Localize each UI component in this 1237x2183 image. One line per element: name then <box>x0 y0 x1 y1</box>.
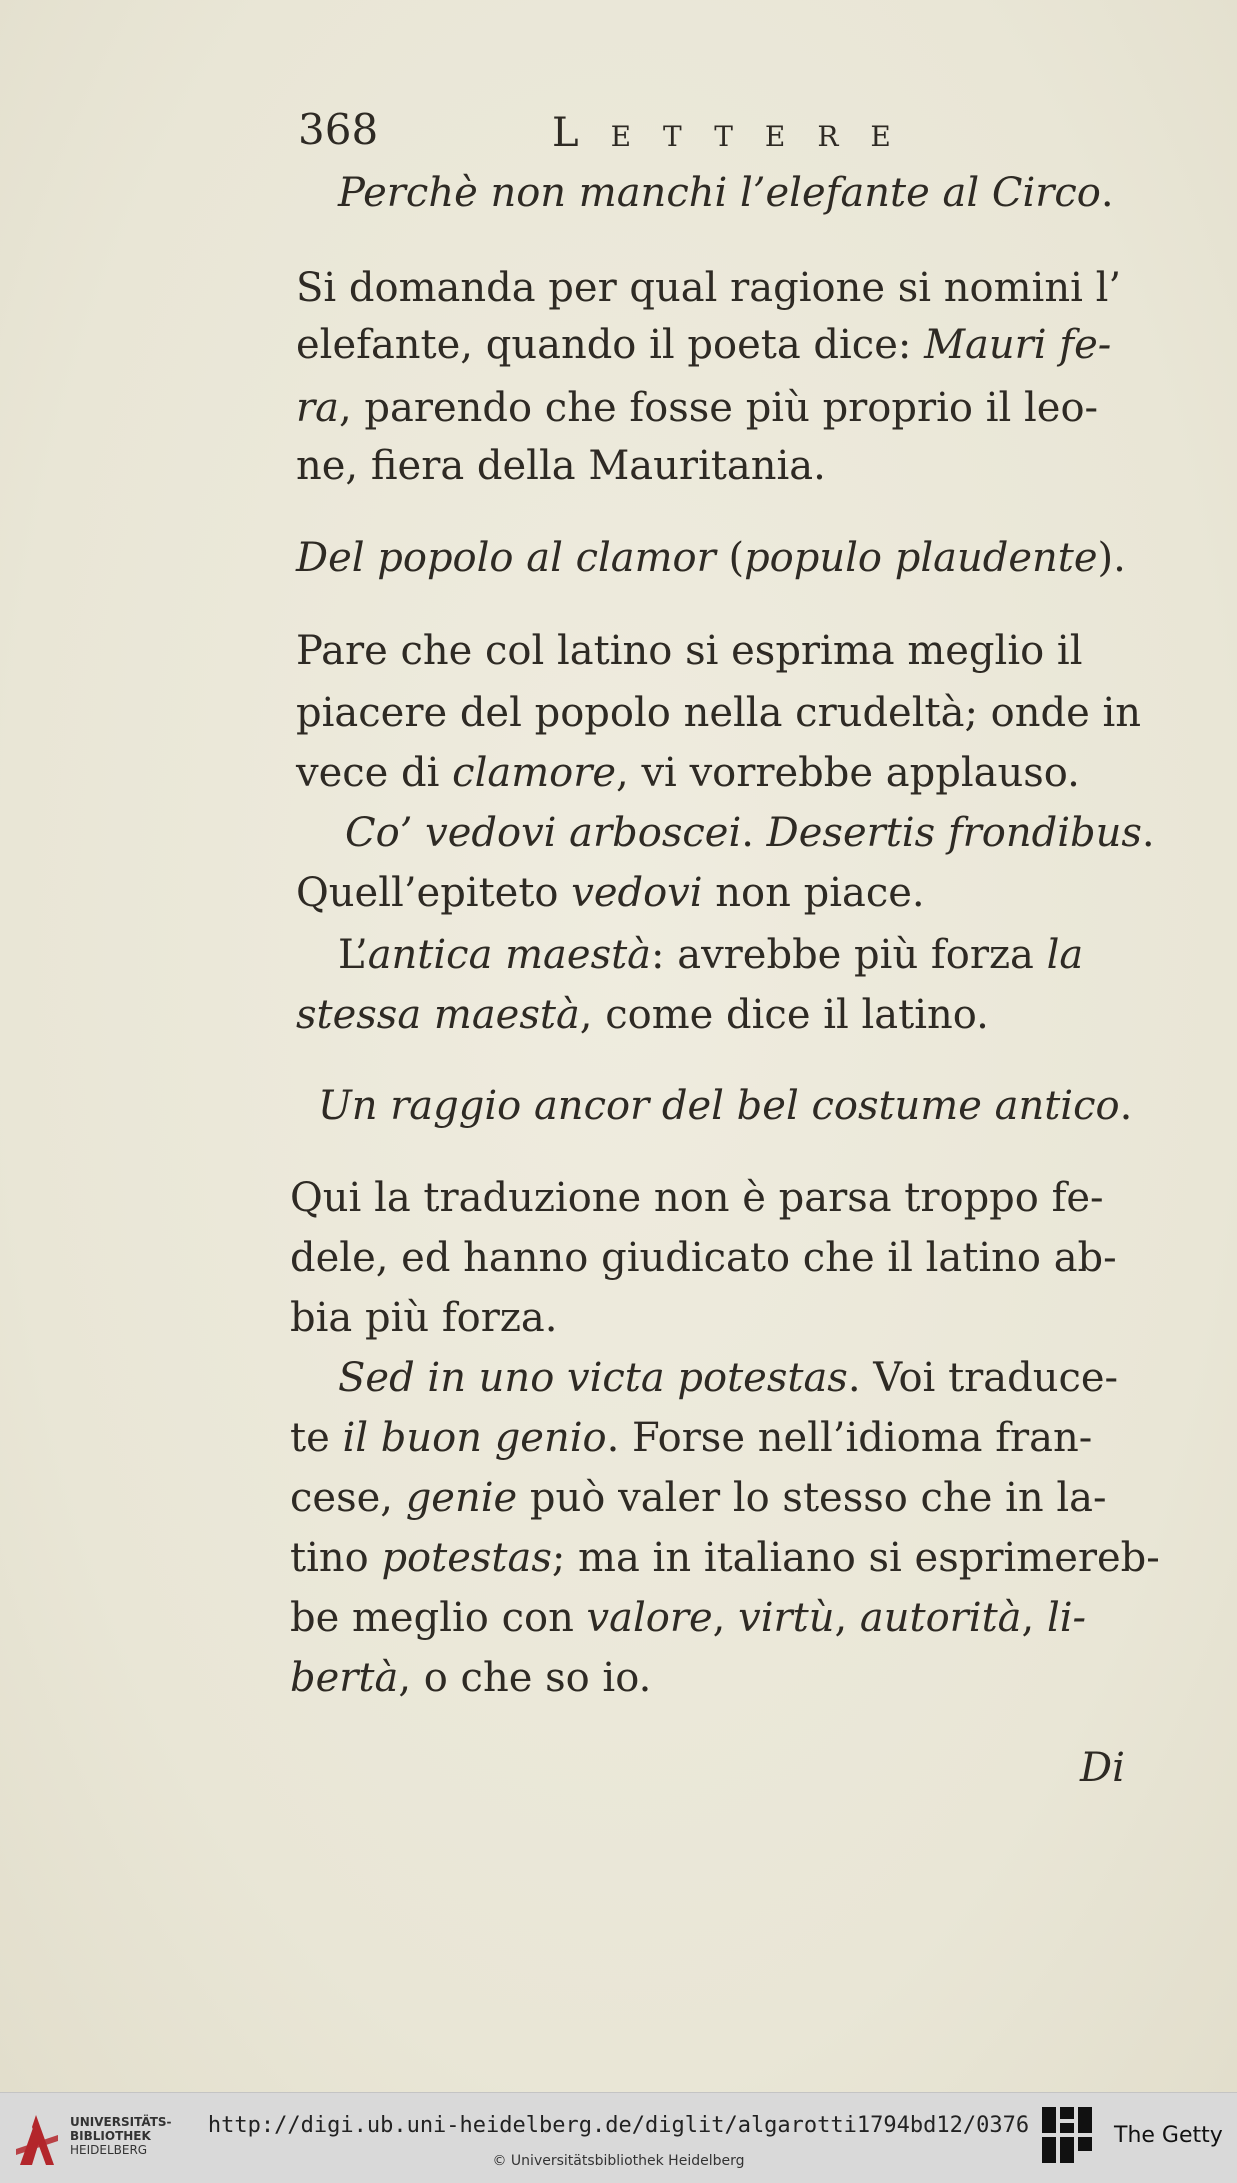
roman-span: . <box>1141 810 1155 856</box>
italic-span: Mauri fe- <box>924 322 1112 368</box>
roman-span: . <box>741 810 767 856</box>
roman-span: , <box>712 1595 739 1641</box>
roman-span: Qui la traduzione non è parsa troppo fe- <box>290 1175 1104 1221</box>
italic-span: valore <box>586 1595 713 1641</box>
italic-span: vedovi <box>571 870 703 916</box>
roman-span: ne, fiera della Mauritania. <box>296 443 826 489</box>
text-line <box>296 690 1142 736</box>
text-line <box>290 1595 1087 1641</box>
roman-span: Pare che col latino si esprima meglio il <box>296 628 1083 674</box>
italic-span: autorità <box>859 1595 1022 1641</box>
italic-span: potestas <box>381 1535 552 1581</box>
text-line <box>345 810 1155 856</box>
university-name-line: HEIDELBERG <box>70 2143 148 2157</box>
italic-span: Sed in uno victa potestas <box>338 1355 848 1401</box>
text-line <box>296 385 1099 431</box>
roman-span: piacere del popolo nella crudeltà; onde in <box>296 690 1142 736</box>
text-line <box>296 870 925 916</box>
roman-span: . Voi traduce- <box>847 1355 1119 1401</box>
roman-span: non piace. <box>702 870 925 916</box>
italic-span: virtù <box>738 1595 835 1641</box>
catchword: Di <box>1080 1745 1125 1791</box>
roman-span: . Forse nell’idioma fran- <box>606 1415 1093 1461</box>
italic-span: il buon genio <box>342 1415 607 1461</box>
italic-span: populo plaudente <box>744 535 1098 581</box>
text-line <box>290 1175 1104 1221</box>
running-title: Lettere <box>552 110 923 156</box>
text-line <box>296 443 826 489</box>
university-name-line: UNIVERSITÄTS- <box>70 2115 172 2129</box>
text-line <box>338 170 1114 216</box>
roman-span: , vi vorrebbe applauso. <box>616 750 1080 796</box>
text-line <box>290 1295 558 1341</box>
roman-span: dele, ed hanno giudicato che il latino ab- <box>290 1235 1117 1281</box>
text-line <box>338 1355 1119 1401</box>
roman-span: elefante, quando il poeta dice: <box>296 322 925 368</box>
italic-span: genie <box>405 1475 518 1521</box>
roman-span: be meglio con <box>290 1595 587 1641</box>
text-line <box>318 1083 1133 1129</box>
italic-span: la <box>1046 932 1084 978</box>
text-line <box>290 1475 1107 1521</box>
getty-logo-icon[interactable] <box>1040 2105 1096 2167</box>
permalink-url[interactable]: http://digi.ub.uni-heidelberg.de/diglit/algarotti1794bd12/0376 <box>207 2113 1030 2138</box>
italic-span: Desertis frondibus <box>766 810 1142 856</box>
roman-span: Si domanda per qual ragione si nomini l’ <box>296 265 1122 311</box>
text-line <box>296 992 989 1038</box>
italic-span: antica maestà <box>367 932 652 978</box>
roman-span: te <box>290 1415 343 1461</box>
page-number: 368 <box>298 105 379 154</box>
text-line <box>296 628 1083 674</box>
roman-span: vece di <box>296 750 453 796</box>
italic-span: clamore <box>452 750 617 796</box>
roman-span: , <box>1021 1595 1047 1641</box>
italic-span: li- <box>1046 1595 1087 1641</box>
roman-span: , parendo che fosse più proprio il leo- <box>338 385 1099 431</box>
university-name-line: BIBLIOTHEK <box>70 2129 151 2143</box>
roman-span: : avrebbe più forza <box>651 932 1047 978</box>
text-line <box>296 322 1112 368</box>
italic-span: bertà <box>290 1655 399 1701</box>
roman-span: tino <box>290 1535 382 1581</box>
roman-span: cese, <box>290 1475 406 1521</box>
copyright-notice: © Universitätsbibliothek Heidelberg <box>492 2153 745 2169</box>
roman-span: , come dice il latino. <box>579 992 989 1038</box>
roman-span: può valer lo stesso che in la- <box>517 1475 1107 1521</box>
italic-span: Un raggio ancor del bel costume antico <box>318 1083 1120 1129</box>
text-line <box>290 1655 652 1701</box>
footer-bar <box>0 2092 1237 2183</box>
roman-span: . <box>1119 1083 1133 1129</box>
roman-span: Quell’epiteto <box>296 870 572 916</box>
text-line <box>296 535 1126 581</box>
text-line <box>290 1235 1117 1281</box>
text-line <box>296 265 1122 311</box>
text-line <box>290 1415 1093 1461</box>
roman-span: ). <box>1097 535 1126 581</box>
italic-span: stessa maestà <box>296 992 580 1038</box>
roman-span: ( <box>715 535 745 581</box>
italic-span: Perchè non manchi l’elefante al Circo <box>338 170 1101 216</box>
text-line <box>296 750 1080 796</box>
roman-span: bia più forza. <box>290 1295 558 1341</box>
italic-span: Del popolo al clamor <box>296 535 716 581</box>
roman-span: L’ <box>338 932 368 978</box>
roman-span: ; ma in italiano si esprimereb- <box>551 1535 1160 1581</box>
text-line <box>290 1535 1160 1581</box>
partner-name[interactable]: The Getty <box>1114 2123 1223 2148</box>
roman-span: . <box>1100 170 1114 216</box>
roman-span: , <box>834 1595 860 1641</box>
roman-span: , o che so io. <box>398 1655 652 1701</box>
italic-span: ra <box>296 385 339 431</box>
italic-span: Co’ vedovi arboscei <box>345 810 742 856</box>
text-line <box>338 932 1084 978</box>
